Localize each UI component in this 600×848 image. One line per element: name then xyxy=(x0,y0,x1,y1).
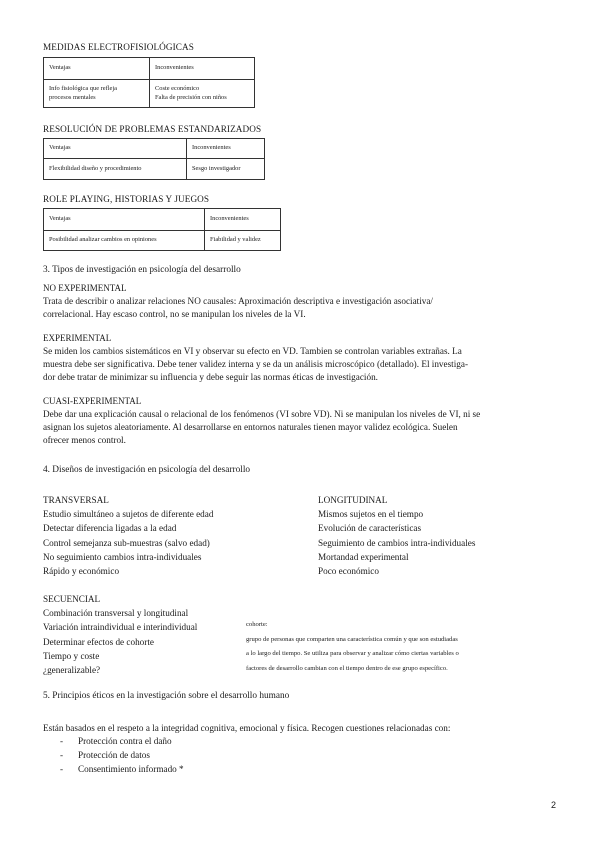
table-header-cell: Inconvenientes xyxy=(150,58,255,80)
section-4-heading: 4. Diseños de investigación en psicología del desarrollo xyxy=(43,465,251,475)
list-item: Rápido y económico xyxy=(43,566,120,577)
note-line: grupo de personas que comparten una característica común y que son estudiadas xyxy=(246,635,458,643)
table-electrofisiologicas xyxy=(43,57,255,108)
list-item: Seguimiento de cambios intra-individuales xyxy=(318,537,476,548)
note-line: factores de desarrollo cambian con el tiempo dentro de ese grupo específico. xyxy=(246,664,448,672)
cell-line: procesos mentales xyxy=(49,93,96,101)
para-line: Se miden los cambios sistemáticos en VI y observar su efecto en VD. Tambien se controlan variables extrañas. La xyxy=(43,346,462,356)
cell-line: Coste económico xyxy=(155,85,200,92)
design-transversal xyxy=(43,493,213,578)
list-item: Estudio simultáneo a sujetos de diferente edad xyxy=(43,509,214,520)
bullet-text: Protección contra el daño xyxy=(78,736,172,746)
design-secuencial xyxy=(43,592,197,677)
para-line: ofrecer menos control. xyxy=(43,435,126,445)
table-cell: Flexibilidad diseño y procedimiento xyxy=(44,159,187,180)
note-line: a lo largo del tiempo. Se utiliza para observar y analizar cómo ciertas variables o xyxy=(246,650,459,657)
table-cell: Sesgo investigador xyxy=(187,159,265,180)
design-longitudinal xyxy=(318,493,475,578)
table-resolucion xyxy=(43,138,265,180)
design-name: TRANSVERSAL xyxy=(43,495,109,505)
design-name: LONGITUDINAL xyxy=(318,495,388,505)
list-item: - Protección de datos xyxy=(60,750,150,761)
cell-line: Falta de precisión con niños xyxy=(155,93,227,101)
para-line: Trata de describir o analizar relaciones NO causales: Aproximación descriptiva e investigación asociativa/ xyxy=(43,296,433,306)
table-title-electrofisiologicas: MEDIDAS ELECTROFISIOLÓGICAS xyxy=(43,42,194,52)
table-title-role-playing: ROLE PLAYING, HISTORIAS Y JUEGOS xyxy=(43,194,210,204)
list-item: - Consentimiento informado * xyxy=(60,764,184,775)
table-cell xyxy=(44,80,150,108)
table-title-resolucion: RESOLUCIÓN DE PROBLEMAS ESTANDARIZADOS xyxy=(43,124,262,134)
list-item: Detectar diferencia ligadas a la edad xyxy=(43,523,177,534)
cohorte-note xyxy=(246,618,459,676)
list-item: Variación intraindividual e interindividual xyxy=(43,622,198,633)
list-item: Poco económico xyxy=(318,566,379,577)
table-cell: Posibilidad analizar cambios en opiniones xyxy=(44,231,205,251)
list-item: Determinar efectos de cohorte xyxy=(43,636,154,647)
table-header-cell: Ventajas xyxy=(44,58,150,80)
para-line: Debe dar una explicación causal o relacional de los fenómenos (VI sobre VD). Ni se manipulan los niveles de VI, ni se xyxy=(43,409,481,419)
table-header-cell: Inconvenientes xyxy=(205,209,281,231)
type-cuasi-experimental-text xyxy=(43,408,563,447)
table-header-cell: Ventajas xyxy=(44,209,205,231)
section-3-heading: 3. Tipos de investigación en psicología del desarrollo xyxy=(43,265,241,275)
type-experimental-text xyxy=(43,345,563,384)
list-item: Mortandad experimental xyxy=(318,551,409,562)
cell-line: Info fisiológica que refleja xyxy=(49,85,117,92)
para-line: dor debe tratar de minimizar su influencia y debe seguir las normas éticas de investigación. xyxy=(43,372,378,382)
table-header-cell: Ventajas xyxy=(44,139,187,159)
para-line: correlacional. Hay escaso control, no se manipulan los niveles de la VI. xyxy=(43,309,306,319)
list-item: Mismos sujetos en el tiempo xyxy=(318,509,424,520)
para-line: muestra debe ser significativa. Debe tener validez interna y se da un análisis microscópico (detallado). El investiga- xyxy=(43,359,469,369)
list-item: Tiempo y coste xyxy=(43,650,100,661)
page-number: 2 xyxy=(551,800,557,810)
list-item: Control semejanza sub-muestras (salvo edad) xyxy=(43,537,210,548)
type-experimental: EXPERIMENTAL xyxy=(43,333,112,343)
table-role-playing xyxy=(43,208,281,251)
bullet-text: Protección de datos xyxy=(78,750,150,761)
type-cuasi-experimental: CUASI-EXPERIMENTAL xyxy=(43,396,142,406)
para-line: asignan los sujetos aleatoriamente. Al desarrollarse en entornos naturales tienen mayor validez ecológica. Suelen xyxy=(43,422,458,432)
bullet-text: Consentimiento informado * xyxy=(78,764,184,775)
list-item: ¿generalizable? xyxy=(43,665,101,676)
type-no-experimental-text xyxy=(43,295,563,321)
type-no-experimental: NO EXPERIMENTAL xyxy=(43,283,127,293)
list-item: Evolución de características xyxy=(318,523,422,534)
table-cell xyxy=(150,80,255,108)
list-item: - Protección contra el daño xyxy=(60,736,172,746)
list-item: Combinación transversal y longitudinal xyxy=(43,608,189,619)
cohorte-label: cohorte: xyxy=(246,621,268,628)
table-header-cell: Inconvenientes xyxy=(187,139,265,159)
section-5-intro: Están basados en el respeto a la integridad cognitiva, emocional y física. Recogen cuestiones relacionadas con: xyxy=(43,723,451,733)
design-name: SECUENCIAL xyxy=(43,594,101,604)
ethics-list xyxy=(60,734,184,777)
table-cell: Fiabilidad y validez xyxy=(205,231,281,251)
list-item: No seguimiento cambios intra-individuales xyxy=(43,551,202,562)
section-5-heading: 5. Principios éticos en la investigación sobre el desarrollo humano xyxy=(43,691,290,701)
